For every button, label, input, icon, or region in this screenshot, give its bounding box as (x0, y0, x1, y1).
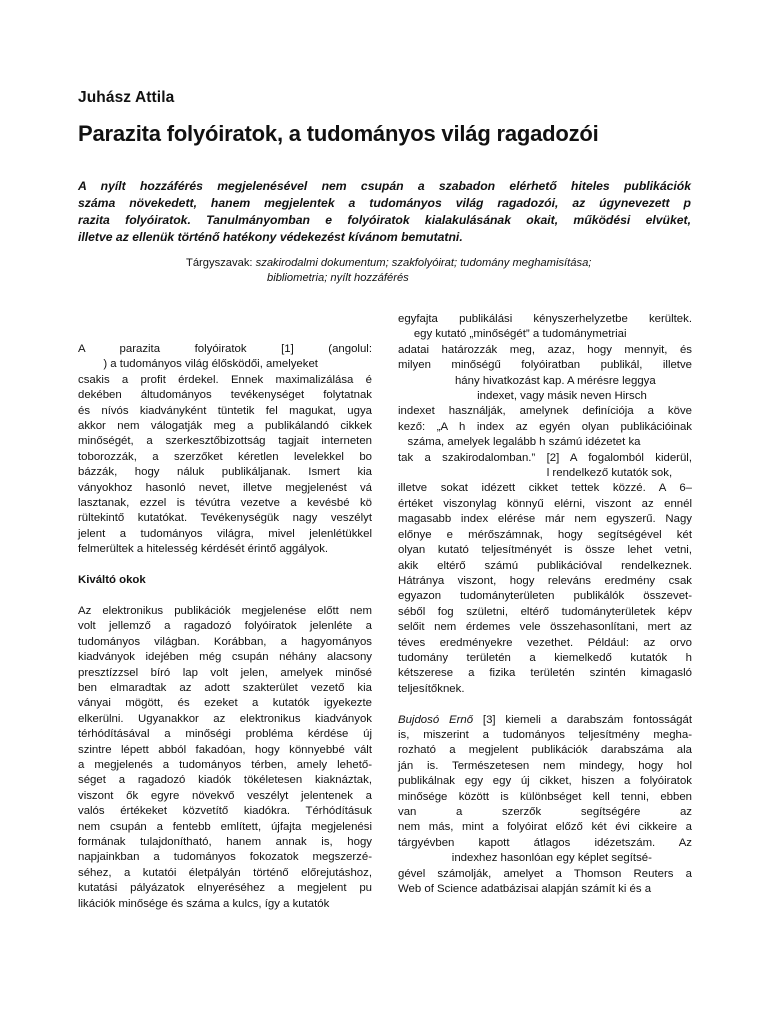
keywords (186, 256, 666, 286)
paragraph-line: szintre lépett abból fakadóan, hogy könnyebbé vált (78, 743, 372, 756)
paragraph-gap (78, 588, 372, 603)
paragraph-line: publikálnak egy egy új cikket, hiszen a folyóiratok (398, 775, 692, 788)
paragraph-line: napjainkban a tudományos fokozatok megszerzé- (78, 851, 372, 864)
paragraph-line: nem más, mint a folyóirat előző két évi cikkeire a (398, 821, 692, 834)
paragraph-line: bázzák, hogy náluk publikáljanak. Ismert kia (78, 466, 372, 479)
paragraph-line: indexet használják, amelynek definíciója a köve (398, 405, 692, 418)
article-title: Parazita folyóiratok, a tudományos világ ragadozói (78, 121, 599, 146)
left-column (78, 342, 372, 912)
paragraph-line: l rendelkező kutatók sok, (398, 467, 673, 480)
paragraph-line: is, miszerint a tudományos teljesítmény megha- (398, 728, 692, 741)
paragraph-line: egy kutató „minőségét” a tudománymetriai (398, 328, 627, 341)
paragraph-line: presztízzsel bíró lap volt jelen, amelyek minősé (78, 666, 372, 679)
paragraph-line: formának tulajdonítható, hanem annak is, hogy (78, 835, 372, 848)
paragraph-line: nem csupán a fentebb említett, újfajta megjelenési (78, 820, 372, 833)
paragraph-line: Web of Science adatbázisai alapján számít ki és a (398, 883, 652, 896)
keywords-line: bibliometria; nyílt hozzáférés (267, 272, 409, 284)
bujdoso-paragraph (398, 713, 692, 898)
abstract-line: A nyílt hozzáférés megjelenésével nem csupán a szabadon elérhető hiteles publikációk (78, 179, 691, 193)
paragraph-line: egyfajta publikálási kényszerhelyzetbe kerültek. (398, 313, 692, 325)
paragraph-line: van a szerzők segítségére az (398, 805, 692, 818)
author-name: Juhász Attila (78, 89, 175, 106)
paragraph-line: hány hivatkozást kap. A mérésre leggya (398, 374, 656, 387)
abstract (78, 178, 691, 246)
paragraph-line: tudományos világban. Korábban, a hagyományos (78, 635, 372, 648)
paragraph-line: magasabb index elérése már nem egyszerű. Nagy (398, 513, 692, 526)
paragraph-line: séhez, a kutatói életpályán történő előrejutáshoz, (78, 866, 372, 879)
paragraph-line: indexet, vagy másik neven Hirsch (398, 390, 647, 403)
paragraph-line: ben elmaradtak az adott szakterület vezető kia (78, 681, 372, 694)
paragraph-line (398, 713, 692, 728)
paragraph-line: séget a ragadozó kiadók tökéletesen kiaknáztak, (78, 774, 372, 787)
paragraph-line: gével számolják, amelyet a Thomson Reuters a (398, 867, 692, 880)
paragraph-line: minősége között is különbséget kell tenni, ebben (398, 790, 692, 803)
abstract-line: száma növekedett, hanem megjelentek a tudományos világ ragadozói, az úgynevezett p (78, 196, 691, 210)
paragraph-line: értéket viszonylag könnyű elérni, viszont az ennél (398, 497, 692, 510)
paragraph-line: ványokhoz hasonló nevet, illetve megjelenést vá (78, 481, 372, 494)
keywords-line: szakirodalmi dokumentum; szakfolyóirat; tudomány meghamisítása; (255, 257, 592, 269)
paragraph-line: tárgyévben kapott átlagos idézetszám. Az (398, 836, 692, 849)
paragraph-line: rültekintő kutatókat. Tevékenységük nagy veszélyt (78, 512, 372, 525)
paragraph-line: likációk minősége és száma a kulcs, így a kutatók (78, 897, 330, 910)
paragraph-line: téves eredményekre vezethet. Például: az orvo (398, 636, 692, 649)
paragraph-line: illetve sokat idézett cikket tettek közzé. A 6– (398, 482, 692, 495)
paragraph-line: térhódításával a minőségi probléma kérdése új (78, 728, 372, 741)
causes-paragraph (78, 604, 372, 912)
paragraph-line: jelent a tudományos világra, mivel jelenlétükkel (78, 527, 372, 540)
paragraph-line: tak a szakirodalomban.” [2] A fogalomból kiderül, (398, 451, 692, 464)
paragraph-line: minőségét, a szerkesztőbizottság tagjait interneten (78, 435, 372, 448)
paragraph-line: séből fog születni, eltérő tudományterületek képv (398, 605, 692, 618)
intro-paragraph (78, 342, 372, 558)
abstract-line: illetve az ellenük történő hatékony védekezést kívánom bemutatni. (78, 230, 463, 244)
hindex-paragraph (398, 312, 692, 697)
paragraph-line: tudomány területén a kiemelkedő kutatók h (398, 651, 692, 664)
paragraph-line: felmerültek a hitelesség kérdését érintő aggályok. (78, 543, 329, 556)
paragraph-line-text: [3] kiemeli a darabszám fontosságát (473, 713, 692, 726)
paragraph-line: A parazita folyóiratok [1] (angolul: (78, 343, 372, 355)
paragraph-line: akkor nem válogatják meg a publikálandó cikkek (78, 420, 372, 433)
paragraph-line: egyazon tudományterületen publikálók összevet- (398, 590, 692, 603)
paragraph-line: csakis a profit érdekel. Ennek maximalizálása é (78, 373, 372, 386)
abstract-line: razita folyóiratok. Tanulmányomban e folyóiratok kialakulásának okait, működési elvüket, (78, 213, 691, 227)
paragraph-line: kiadványok idejében még csupán néhány alacsony (78, 651, 372, 664)
paragraph-line: Az elektronikus publikációk megjelenése előtt nem (78, 604, 372, 617)
paragraph-line: kező: „A h index az egyén olyan publikációinak (398, 420, 692, 433)
section-heading: Kiváltó okok (78, 574, 146, 587)
paragraph-line: a megjelenés a tudományos térben, amely lehető- (78, 758, 372, 771)
paragraph-line: milyen minőségű folyóiratban publikál, illetve (398, 359, 692, 372)
paragraph-line: és nívós kiadványként tüntetik fel magukat, ugya (78, 404, 372, 417)
paragraph-line: dekében áltudományos tevékenységet folytatnak (78, 389, 372, 402)
cited-author: Bujdosó Ernő (398, 713, 474, 726)
right-column (398, 312, 692, 897)
keywords-label: Tárgyszavak: (186, 257, 253, 269)
paragraph-line: toborozzák, a szerzőket kéretlen levelekkel bo (78, 450, 372, 463)
paragraph-line: előnye e mérőszámnak, hogy segítségével két (398, 528, 692, 541)
paragraph-gap (398, 697, 692, 712)
bujdoso-paragraph-body (398, 728, 692, 897)
paragraph-line: akik eltérő számú publikációval rendelkeznek. (398, 559, 692, 572)
paragraph-line: rozható a megjelent publikációk darabszáma ala (398, 744, 692, 757)
paragraph-line: indexhez hasonlóan egy képlet segítsé- (398, 852, 652, 865)
paragraph-line: lasztanak, ezzel is tévútra vezetve a kevésbé kö (78, 497, 372, 510)
paragraph-line: kétszerese a fizika területén szintén kimagasló (398, 667, 692, 680)
paragraph-line: ján is. Természetesen nem mindegy, hogy hol (398, 759, 692, 772)
paragraph-line: volt jellemző a ragadozó folyóiratok jelenléte a (78, 620, 372, 633)
paragraph-line: ) a tudományos világ élősködői, amelyeket (78, 358, 318, 371)
paragraph-line: száma, amelyek legalább h számú idézetet ka (398, 436, 641, 449)
paragraph-line: elkerülni. Ugyanakkor az elektronikus kiadványok (78, 712, 372, 725)
paragraph-gap (78, 558, 372, 573)
paragraph-line: ványai mögött, és ezeket a kutatók igyekezte (78, 697, 372, 710)
paragraph-line: adatai határozzák meg, azaz, hogy mennyit, és (398, 343, 692, 356)
paragraph-line: selőit nem érdemes vele összehasonlítani, mert az (398, 621, 692, 634)
paragraph-line: kutatási pályázatok elnyeréséhez a megjelent pu (78, 882, 372, 895)
paragraph-line: viszont ők egyre növekvő veszélyt jelentenek a (78, 789, 372, 802)
paragraph-line: valós értékeket közvetítő kiadókra. Térhódításuk (78, 805, 372, 818)
paragraph-line: teljesítőknek. (398, 682, 465, 695)
paragraph-line: Hátránya viszont, hogy releváns eredmény csak (398, 574, 692, 587)
paragraph-line: olyan kutató teljesítményét is össze lehet vetni, (398, 544, 692, 557)
